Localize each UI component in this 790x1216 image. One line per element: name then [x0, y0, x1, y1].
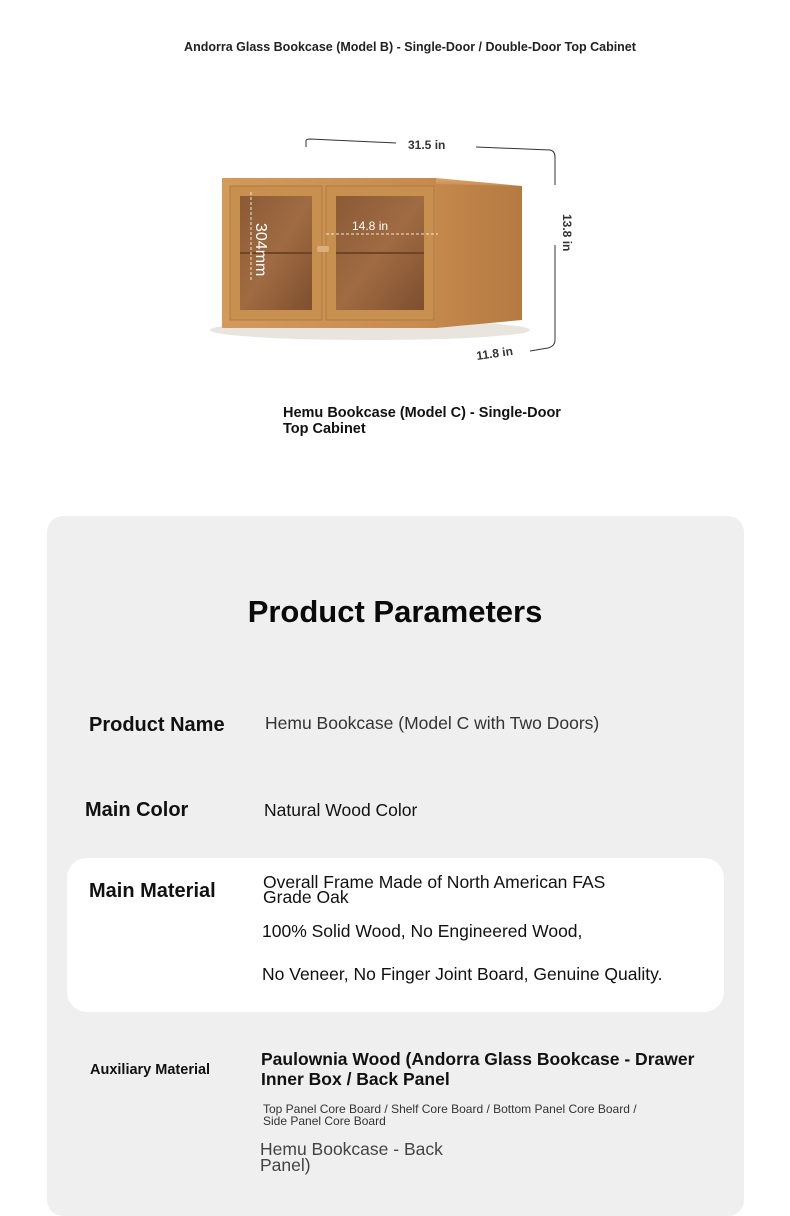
depth-label: 11.8 in [475, 343, 514, 363]
main-material-line-1: Overall Frame Made of North American FAS Grade Oak [263, 872, 606, 907]
product-name-value: Hemu Bookcase (Model C with Two Doors) [265, 713, 600, 733]
auxiliary-material-line-3: Hemu Bookcase - Back Panel) [260, 1139, 443, 1175]
main-color-value: Natural Wood Color [264, 800, 418, 820]
auxiliary-material-line-1: Paulownia Wood (Andorra Glass Bookcase - Drawer Inner Box / Back Panel [261, 1049, 695, 1089]
main-color-label: Main Color [85, 799, 189, 821]
main-material-label: Main Material [89, 880, 216, 902]
top-caption: Andorra Glass Bookcase (Model B) - Single-Door / Double-Door Top Cabinet [184, 40, 636, 54]
height-label: 13.8 in [560, 214, 574, 252]
width-label: 31.5 in [408, 138, 446, 152]
cabinet-image [200, 130, 600, 380]
door-width-label: 14.8 in [352, 219, 389, 233]
sub-caption: Hemu Bookcase (Model C) - Single-Door Top Cabinet [283, 405, 561, 437]
door-handle [317, 246, 329, 252]
main-material-line-2: 100% Solid Wood, No Engineered Wood, [262, 921, 583, 941]
main-material-line-3: No Veneer, No Finger Joint Board, Genuine Quality. [262, 964, 663, 984]
section-title: Product Parameters [247, 594, 543, 629]
auxiliary-material-label: Auxiliary Material [90, 1062, 211, 1078]
door-height-label: 304mm [252, 223, 269, 277]
width-dimension-line [306, 139, 396, 147]
cabinet-side [436, 184, 522, 328]
product-name-label: Product Name [89, 714, 225, 736]
height-dimension-line [530, 245, 555, 351]
auxiliary-material-line-2: Top Panel Core Board / Shelf Core Board / Bottom Panel Core Board / Side Panel Core Board [263, 1102, 637, 1128]
